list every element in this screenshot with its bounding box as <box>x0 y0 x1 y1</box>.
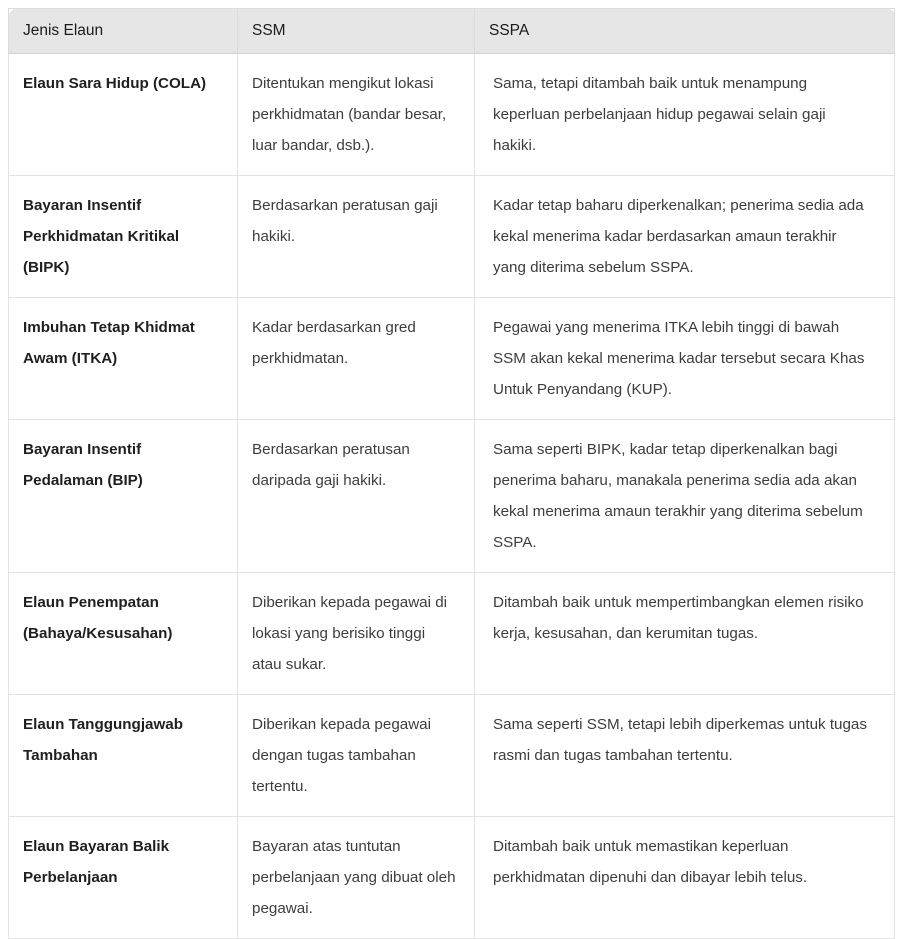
table-row <box>9 298 895 420</box>
cell-sspa: Ditambah baik untuk mempertimbangkan elemen risiko kerja, kesusahan, dan kerumitan tugas. <box>475 573 895 695</box>
cell-jenis-elaun: Bayaran Insentif Perkhidmatan Kritikal (BIPK) <box>9 176 238 298</box>
cell-jenis-elaun: Elaun Sara Hidup (COLA) <box>9 54 238 176</box>
table-row <box>9 695 895 817</box>
table-row <box>9 573 895 695</box>
allowance-comparison-table <box>8 8 895 939</box>
cell-jenis-elaun: Bayaran Insentif Pedalaman (BIP) <box>9 420 238 573</box>
table-body <box>9 54 895 939</box>
cell-ssm: Kadar berdasarkan gred perkhidmatan. <box>238 298 475 420</box>
cell-ssm: Diberikan kepada pegawai dengan tugas tambahan tertentu. <box>238 695 475 817</box>
cell-jenis-elaun: Elaun Bayaran Balik Perbelanjaan <box>9 817 238 939</box>
cell-sspa: Kadar tetap baharu diperkenalkan; penerima sedia ada kekal menerima kadar berdasarkan amaun terakhir yang diterima sebelum SSPA. <box>475 176 895 298</box>
table-row <box>9 817 895 939</box>
cell-ssm: Berdasarkan peratusan gaji hakiki. <box>238 176 475 298</box>
column-header-jenis-elaun: Jenis Elaun <box>9 9 238 54</box>
cell-sspa: Sama seperti BIPK, kadar tetap diperkenalkan bagi penerima baharu, manakala penerima sedia ada akan kekal menerima amaun terakhir yang diterima sebelum SSPA. <box>475 420 895 573</box>
cell-jenis-elaun: Imbuhan Tetap Khidmat Awam (ITKA) <box>9 298 238 420</box>
column-header-ssm: SSM <box>238 9 475 54</box>
cell-sspa: Ditambah baik untuk memastikan keperluan perkhidmatan dipenuhi dan dibayar lebih telus. <box>475 817 895 939</box>
comparison-table-container <box>8 8 894 939</box>
table-header-row <box>9 9 895 54</box>
table-row <box>9 420 895 573</box>
cell-ssm: Ditentukan mengikut lokasi perkhidmatan (bandar besar, luar bandar, dsb.). <box>238 54 475 176</box>
cell-sspa: Pegawai yang menerima ITKA lebih tinggi di bawah SSM akan kekal menerima kadar tersebut secara Khas Untuk Penyandang (KUP). <box>475 298 895 420</box>
cell-ssm: Bayaran atas tuntutan perbelanjaan yang dibuat oleh pegawai. <box>238 817 475 939</box>
cell-ssm: Diberikan kepada pegawai di lokasi yang berisiko tinggi atau sukar. <box>238 573 475 695</box>
cell-ssm: Berdasarkan peratusan daripada gaji hakiki. <box>238 420 475 573</box>
cell-sspa: Sama seperti SSM, tetapi lebih diperkemas untuk tugas rasmi dan tugas tambahan tertentu. <box>475 695 895 817</box>
cell-jenis-elaun: Elaun Penempatan (Bahaya/Kesusahan) <box>9 573 238 695</box>
table-row <box>9 176 895 298</box>
cell-jenis-elaun: Elaun Tanggungjawab Tambahan <box>9 695 238 817</box>
table-row <box>9 54 895 176</box>
column-header-sspa: SSPA <box>475 9 895 54</box>
cell-sspa: Sama, tetapi ditambah baik untuk menampung keperluan perbelanjaan hidup pegawai selain gaji hakiki. <box>475 54 895 176</box>
table-header <box>9 9 895 54</box>
